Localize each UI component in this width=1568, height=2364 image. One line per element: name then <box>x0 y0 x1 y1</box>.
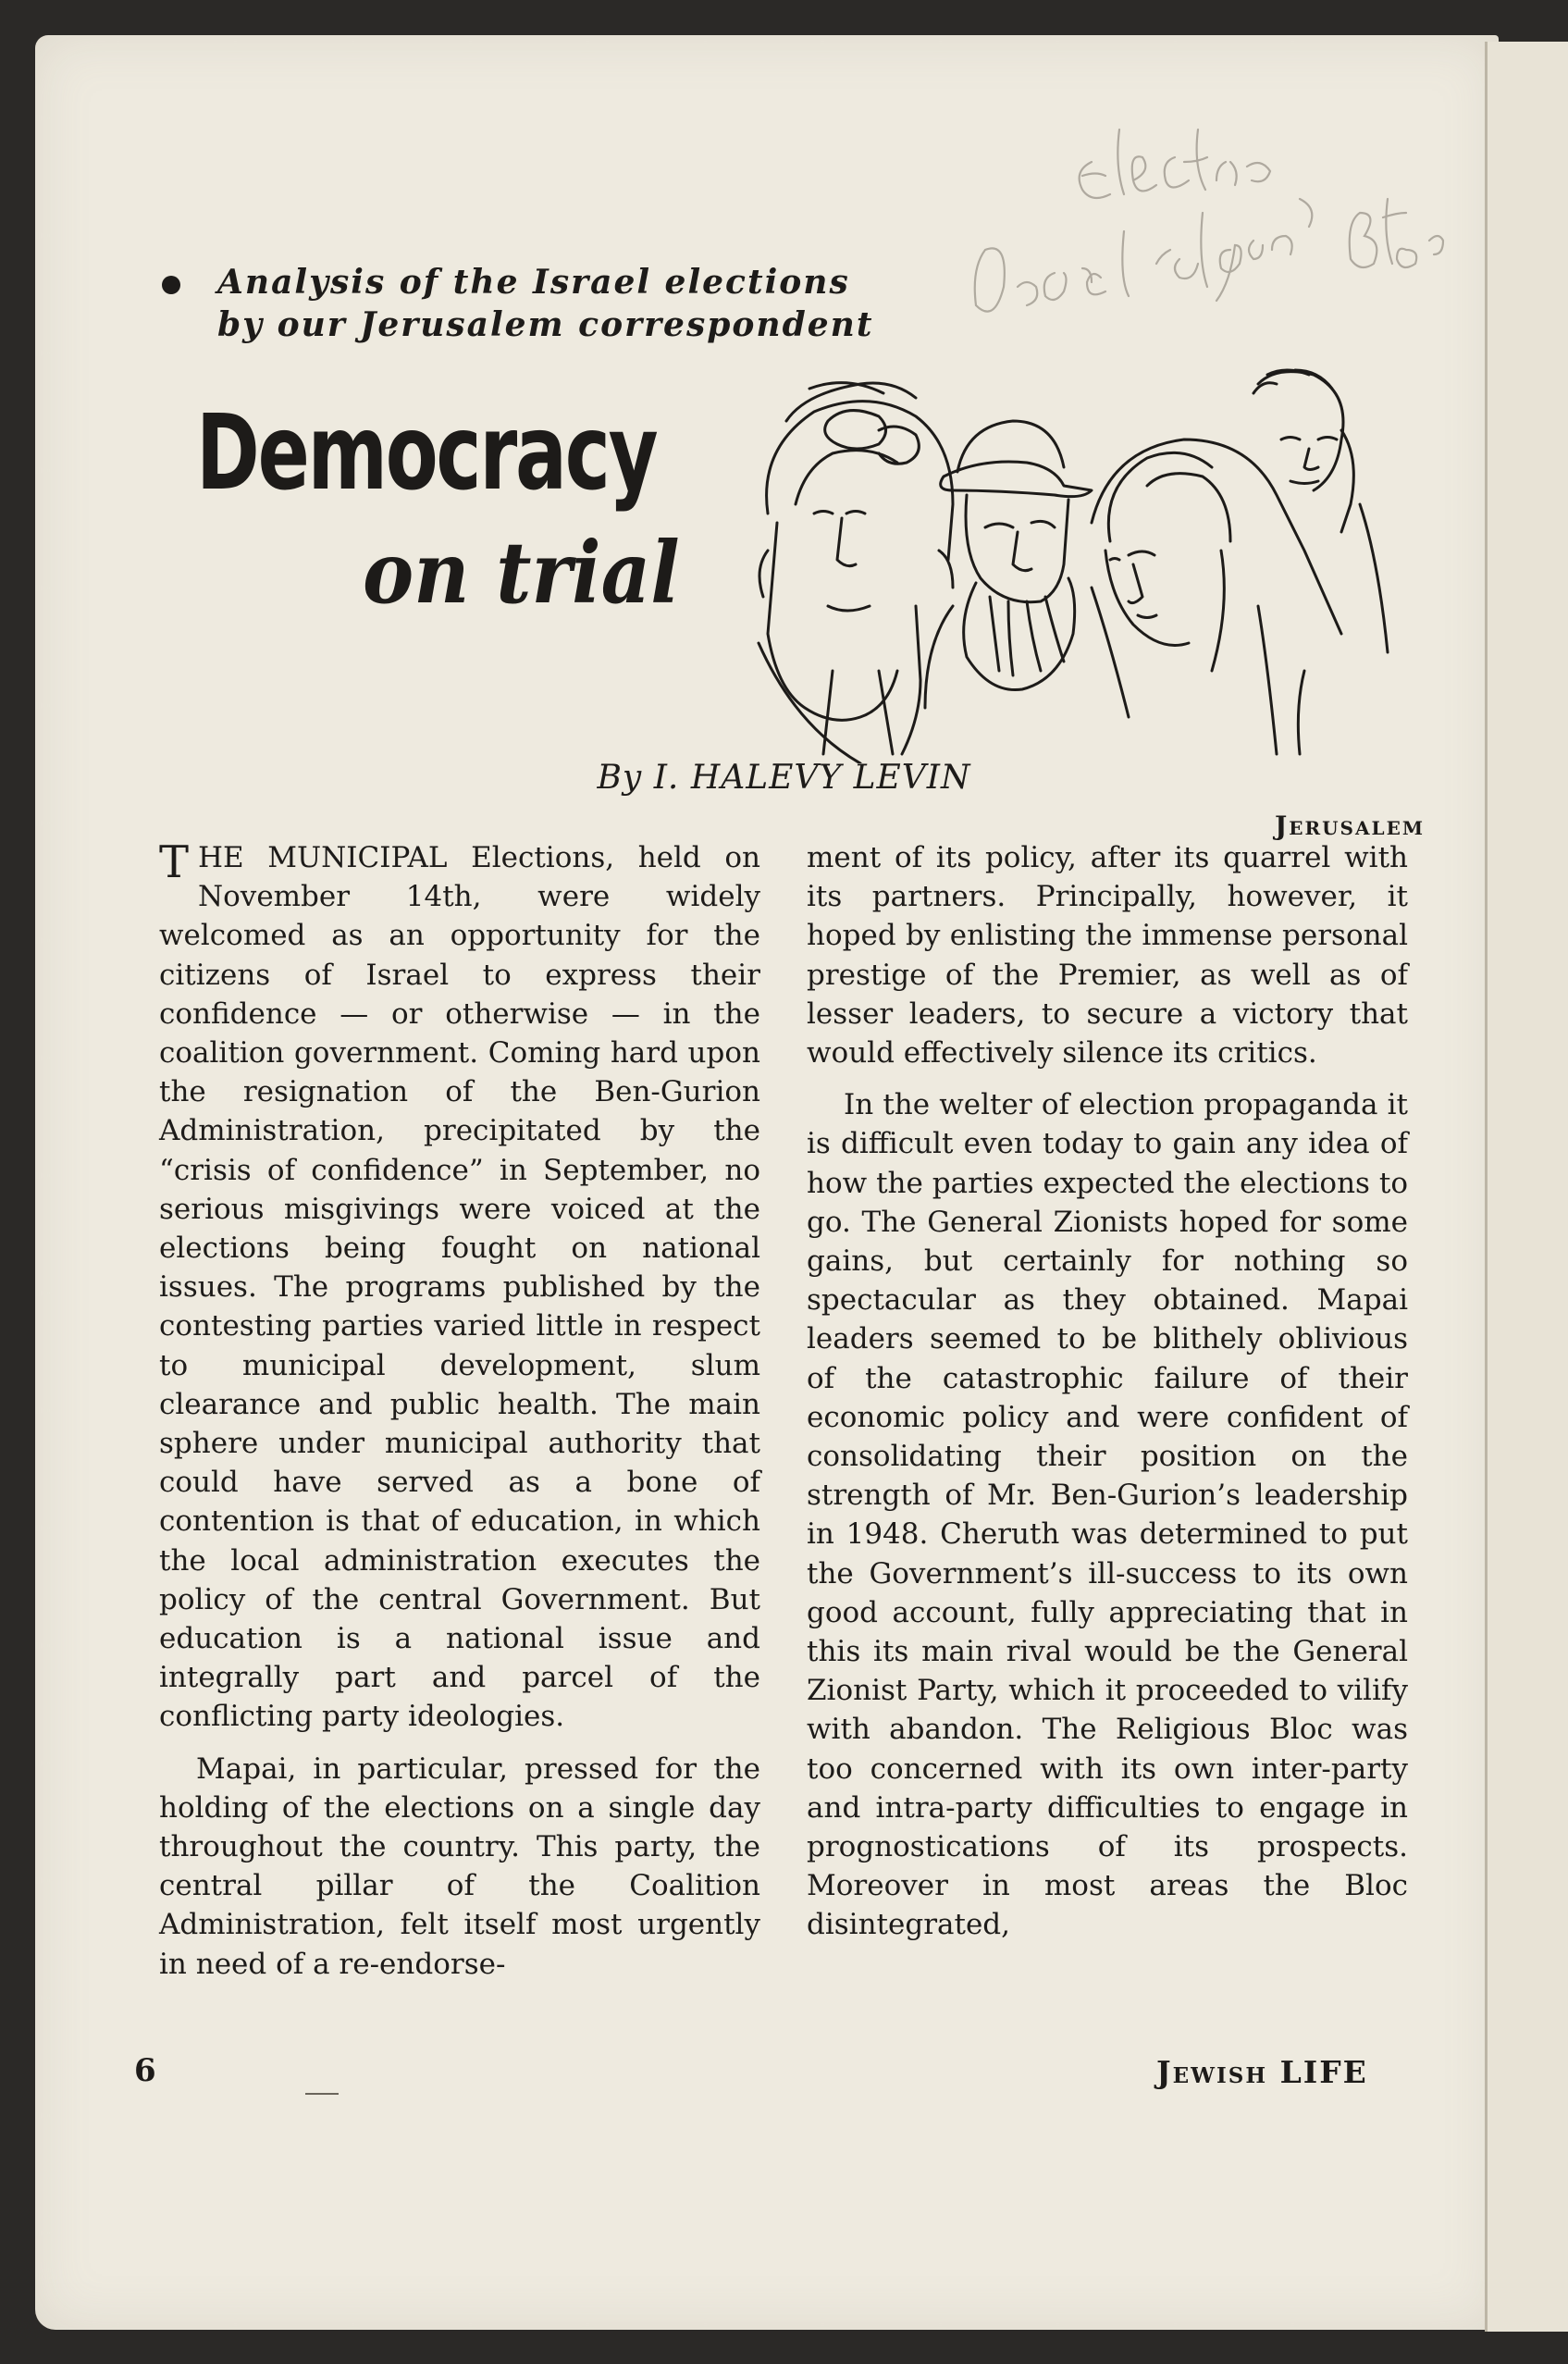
dek-line-2: by our Jerusalem correspondent <box>217 305 874 344</box>
bullet-icon <box>162 276 180 294</box>
paragraph: Mapai, in particular, pressed for the holding of the elections on a single day throughout the country. This party, the central pillar of the Coalition Administration, felt itself most urgently in need of a re-endorse- <box>159 1751 760 1981</box>
article-subtitle: on trial <box>363 523 680 623</box>
page-number: 6 <box>134 2052 156 2089</box>
article-column-left <box>159 838 760 1997</box>
crowd-illustration <box>740 365 1406 763</box>
divider <box>305 2093 339 2095</box>
next-page-edge <box>1485 42 1568 2332</box>
drop-cap: T <box>159 836 190 888</box>
article-column-right <box>807 838 1408 1958</box>
article-title: Democracy <box>196 393 657 514</box>
byline: By I. HALEVY LEVIN <box>597 759 971 797</box>
paragraph-text: HE MUNICIPAL Elections, held on November 14th, were widely welcomed as an opportunity for the citizens of Israel to express their confidence — or otherwise — in the coalition government. Coming hard upon the resignation of the Ben-Gurion Administration, precipitated by the “crisis of confidence” in September, no serious misgivings were voiced at the elections being fought on national issues. The programs published by the contesting parties varied little in respect to municipal development, slum clearance and public health. The main sphere under municipal authority that could have served as a bone of contention is that of education, in which the local administration executes the policy of the central Government. But education is a national issue and integrally part and parcel of the conflicting party ideologies. <box>159 841 760 1734</box>
magazine-name: Jewish LIFE <box>1156 2054 1368 2090</box>
dek-line-1: Analysis of the Israel elections <box>217 263 850 302</box>
handwritten-note <box>953 111 1471 389</box>
paragraph: In the welter of election propaganda it is difficult even today to gain any idea of how the parties expected the elections to go. The General Zionists hoped for some gains, but certainly for nothing so spectacular as they obtained. Mapai leaders seemed to be blithely oblivious of the catastrophic failure of their economic policy and were confident of consolidating their position on the strength of Mr. Ben-Gurion’s leadership in 1948. Cheruth was determined to put the Government’s ill-success to its own good account, fully appreciating that in this its main rival would be the General Zionist Party, which it proceeded to vilify with abandon. The Religious Bloc was too concerned with its own inter-party and intra-party difficulties to engage in prognostications of its prospects. Moreover in most areas the Bloc disintegrated, <box>807 1088 1408 1942</box>
dateline: Jerusalem <box>1275 811 1425 841</box>
paragraph: ment of its policy, after its quarrel with its partners. Principally, however, it hoped by enlisting the immense personal prestige of the Premier, as well as of lesser leaders, to secure a victory that would effectively silence its critics. <box>807 841 1408 1071</box>
paragraph <box>159 838 760 1737</box>
